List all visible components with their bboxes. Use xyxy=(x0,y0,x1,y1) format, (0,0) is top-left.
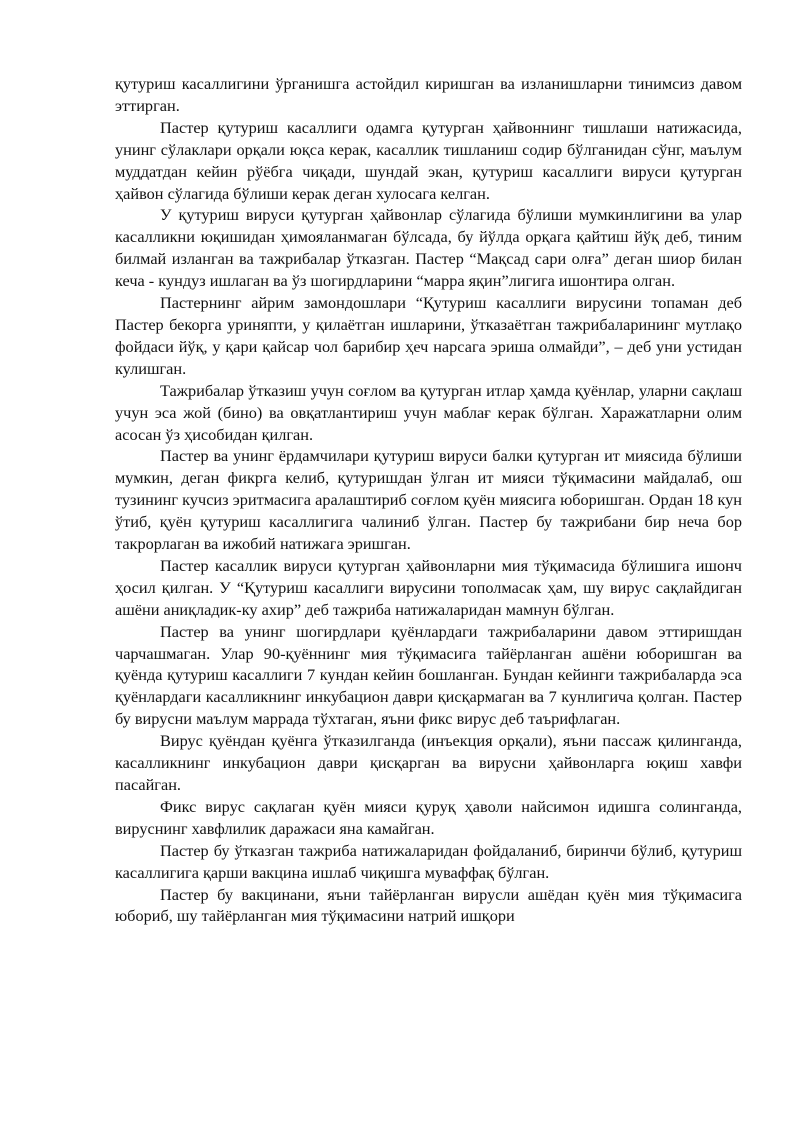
paragraph: Пастер бу ўтказган тажриба натижаларидан фойдаланиб, биринчи бўлиб, қутуриш касаллигига қарши вакцина ишлаб чиқишга муваффақ бўлган. xyxy=(115,840,742,882)
paragraph: Тажрибалар ўтказиш учун соғлом ва қутурган итлар ҳамда қуёнлар, уларни сақлаш учун эса жой (бино) ва овқатлантириш учун маблағ керак бўлган. Харажатларни олим асосан ўз ҳисобидан қилган. xyxy=(115,380,742,444)
paragraph: Вирус қуёндан қуёнга ўтказилганда (инъекция орқали), яъни пассаж қилинганда, касалликнинг инкубацион даври қисқарган ва вирусни ҳайвонларга юқиш хавфи пасайган. xyxy=(115,731,742,794)
paragraph: Пастер ва унинг шогирдлари қуёнлардаги тажрибаларини давом эттиришдан чарчашмаган. Улар 90-қуённинг мия тўқимасига тайёрланган ашёни юборишган ва қуёнда қутуриш касаллиги 7 кундан кейин бошланган. Бундан кейинги тажрибаларда эса қуёнлардаги касалликнинг инкубацион даври қисқармаган ва 7 кунлигича қолган. Пастер бу вирусни маълум маррада тўхтаган, яъни фикс вирус деб таърифлаган. xyxy=(115,621,742,729)
paragraph: Пастер ва унинг ёрдамчилари қутуриш вируси балки қутурган ит миясида бўлиши мумкин, деган фикрга келиб, қутуришдан ўлган ит мияси тўқимасини майдалаб, ош тузининг кучсиз эритмасига аралаштириб соғлом қуён миясига юборишган. Ордан 18 кун ўтиб, қуён қутуриш касаллигига чалиниб ўлган. Пастер бу тажрибани бир неча бор такрорлаган ва ижобий натижага эришган. xyxy=(115,446,742,554)
paragraph: У қутуриш вируси қутурган ҳайвонлар сўлагида бўлиши мумкинлигини ва улар касалликни юқишидан ҳимояланмаган бўлсада, бу йўлда орқага қайтиш йўқ деб, тиним билмай изланган ва тажрибалар ўтказган. Пастер “Мақсад сари олға” деган шиор билан кеча - кундуз ишлаган ва ўз шогирдларини “марра яқин”лигига ишонтира олган. xyxy=(115,205,742,291)
paragraph: Пастер бу вакцинани, яъни тайёрланган вирусли ашёдан қуён мия тўқимасига юбориб, шу тайёрланган мия тўқимасини натрий ишқори xyxy=(115,884,742,926)
document-page xyxy=(115,73,742,927)
paragraph: Пастер қутуриш касаллиги одамга қутурган ҳайвоннинг тишлаши натижасида, унинг сўлаклари орқали юқса керак, касаллик тишланиш содир бўлганидан сўнг, маълум муддатдан кейин рўёбга чиқади, шундай экан, қутуриш касаллиги вируси қутурган ҳайвон сўлагида бўлиши керак деган хулосага келган. xyxy=(115,117,742,203)
paragraph-continuation: қутуриш касаллигини ўрганишга астойдил киришган ва изланишларни тинимсиз давом эттирган. xyxy=(115,74,742,115)
paragraph: Пастер касаллик вируси қутурган ҳайвонларни мия тўқимасида бўлишига ишонч ҳосил қилган. У “Қутуриш касаллиги вирусини тополмасак ҳам, шу вирус сақлайдиган ашёни аниқладик-ку ахир” деб тажриба натижаларидан мамнун бўлган. xyxy=(115,555,742,619)
paragraph: Фикс вирус сақлаган қуён мияси қуруқ ҳаволи найсимон идишга солинганда, вируснинг хавфлилик даражаси яна камайган. xyxy=(115,796,742,838)
paragraph: Пастернинг айрим замондошлари “Қутуриш касаллиги вирусини топаман деб Пастер бекорга уриняпти, у қилаётган ишларини, ўтказаётган тажрибаларининг мутлақо фойдаси йўқ, у қари қайсар чол барибир ҳеч нарсага эриша олмайди”, – деб уни устидан кулишган. xyxy=(115,293,742,378)
